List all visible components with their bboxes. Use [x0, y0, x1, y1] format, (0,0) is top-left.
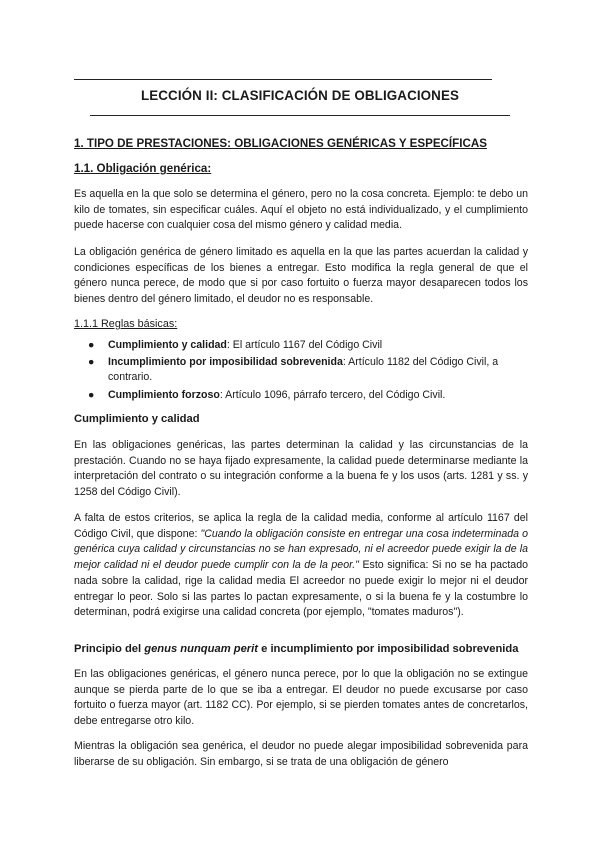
genus-heading-latin: genus nunquam perit [144, 643, 258, 655]
genus-heading-end: e incumplimiento por imposibilidad sobrevenida [258, 643, 519, 655]
section-1-heading: 1. TIPO DE PRESTACIONES: OBLIGACIONES GENÉRICAS Y ESPECÍFICAS [74, 137, 487, 150]
quality-paragraph-1: En las obligaciones genéricas, las partes determinan la calidad y las circunstancias de la prestación. Cuando no se haya fijado expresamente, la calidad puede determinarse mediante la interpretación del contrato o su integración conforme a la buena fe y los usos (arts. 1281 y ss. y 1258 del Código Civil). [74, 439, 528, 499]
quality-paragraph-2 [74, 511, 528, 621]
rule-bold-label: Cumplimiento forzoso [108, 388, 220, 401]
quality-heading: Cumplimiento y calidad [74, 413, 200, 425]
list-item [74, 338, 528, 353]
list-item [74, 388, 528, 403]
title-top-rule [74, 79, 492, 80]
generic-obligation-paragraph: Es aquella en la que solo se determina el género, pero no la cosa concreta. Ejemplo: te debo un kilo de tomates, sin especificar cuáles. Aquí el objeto no está individualizado, y el cumplimiento puede hacerse con cualquier cosa del mismo género y calidad media. [74, 188, 528, 232]
section-1-1-heading: 1.1. Obligación genérica: [74, 162, 212, 175]
limited-genus-paragraph: La obligación genérica de género limitado es aquella en la que las partes acuerdan la calidad y condiciones específicas de los bienes a entregar. Esto modifica la regla general de que el género nunca perece, de modo que si por caso fortuito o fuerza mayor desaparecen todos los bienes dentro del género limitado, el deudor no es responsable. [74, 246, 528, 306]
genus-paragraph-1: En las obligaciones genéricas, el género nunca perece, por lo que la obligación no se extingue aunque se pierda parte de lo que se iba a entregar. El deudor no puede excusarse por caso fortuito o fuerza mayor (art. 1182 CC). Por ejemplo, si se pierden tomates antes de concretarlos, debe entregarse otro kilo. [74, 668, 528, 728]
article-1167-quote: "Cuando la obligación consiste en entregar una cosa indeterminada o genérica cuya calidad y circunstancias no se han expresado, ni el acreedor puede exigir la de la mejor calidad ni el deudor puede cumplir con la de la peor." [74, 527, 528, 572]
bullet-icon: ● [88, 388, 95, 401]
rule-text: : Artículo 1182 del Código Civil, a contrario. [108, 356, 499, 384]
basic-rules-list [74, 338, 528, 405]
bullet-icon: ● [88, 339, 95, 351]
rule-bold-label: Cumplimiento y calidad [108, 339, 227, 351]
rule-bold-label: Incumplimiento por imposibilidad sobrevenida [108, 356, 343, 369]
list-item [74, 355, 528, 385]
bullet-icon: ● [88, 356, 95, 369]
genus-paragraph-2: Mientras la obligación sea genérica, el deudor no puede alegar imposibilidad sobrevenida para liberarse de su obligación. Sin embargo, si se trata de una obligación de género [74, 740, 528, 768]
rule-text: : El artículo 1167 del Código Civil [226, 339, 383, 351]
basic-rules-heading: 1.1.1 Reglas básicas: [74, 318, 178, 330]
title-bottom-rule [90, 115, 510, 116]
quality-para2-start: A falta de estos criterios, se aplica la regla de la calidad media, conforme al artículo 1167 del Código Civil, que dispone: [74, 512, 528, 540]
genus-heading-start: Principio del [74, 643, 145, 655]
rule-text: : Artículo 1096, párrafo tercero, del Código Civil. [219, 388, 446, 401]
lesson-title: LECCIÓN II: CLASIFICACIÓN DE OBLIGACIONES [140, 88, 460, 103]
quality-para2-end: Esto significa: Si no se ha pactado nada sobre la calidad, rige la calidad media El acreedor no puede exigir lo mejor ni el deudor entregar lo peor. Solo si las partes lo pactan expresamente, o si la buena fe y la costumbre lo determinan, podrá exigirse una calidad concreta (por ejemplo, "tomates maduros"). [74, 559, 528, 619]
genus-principle-heading [74, 643, 518, 655]
